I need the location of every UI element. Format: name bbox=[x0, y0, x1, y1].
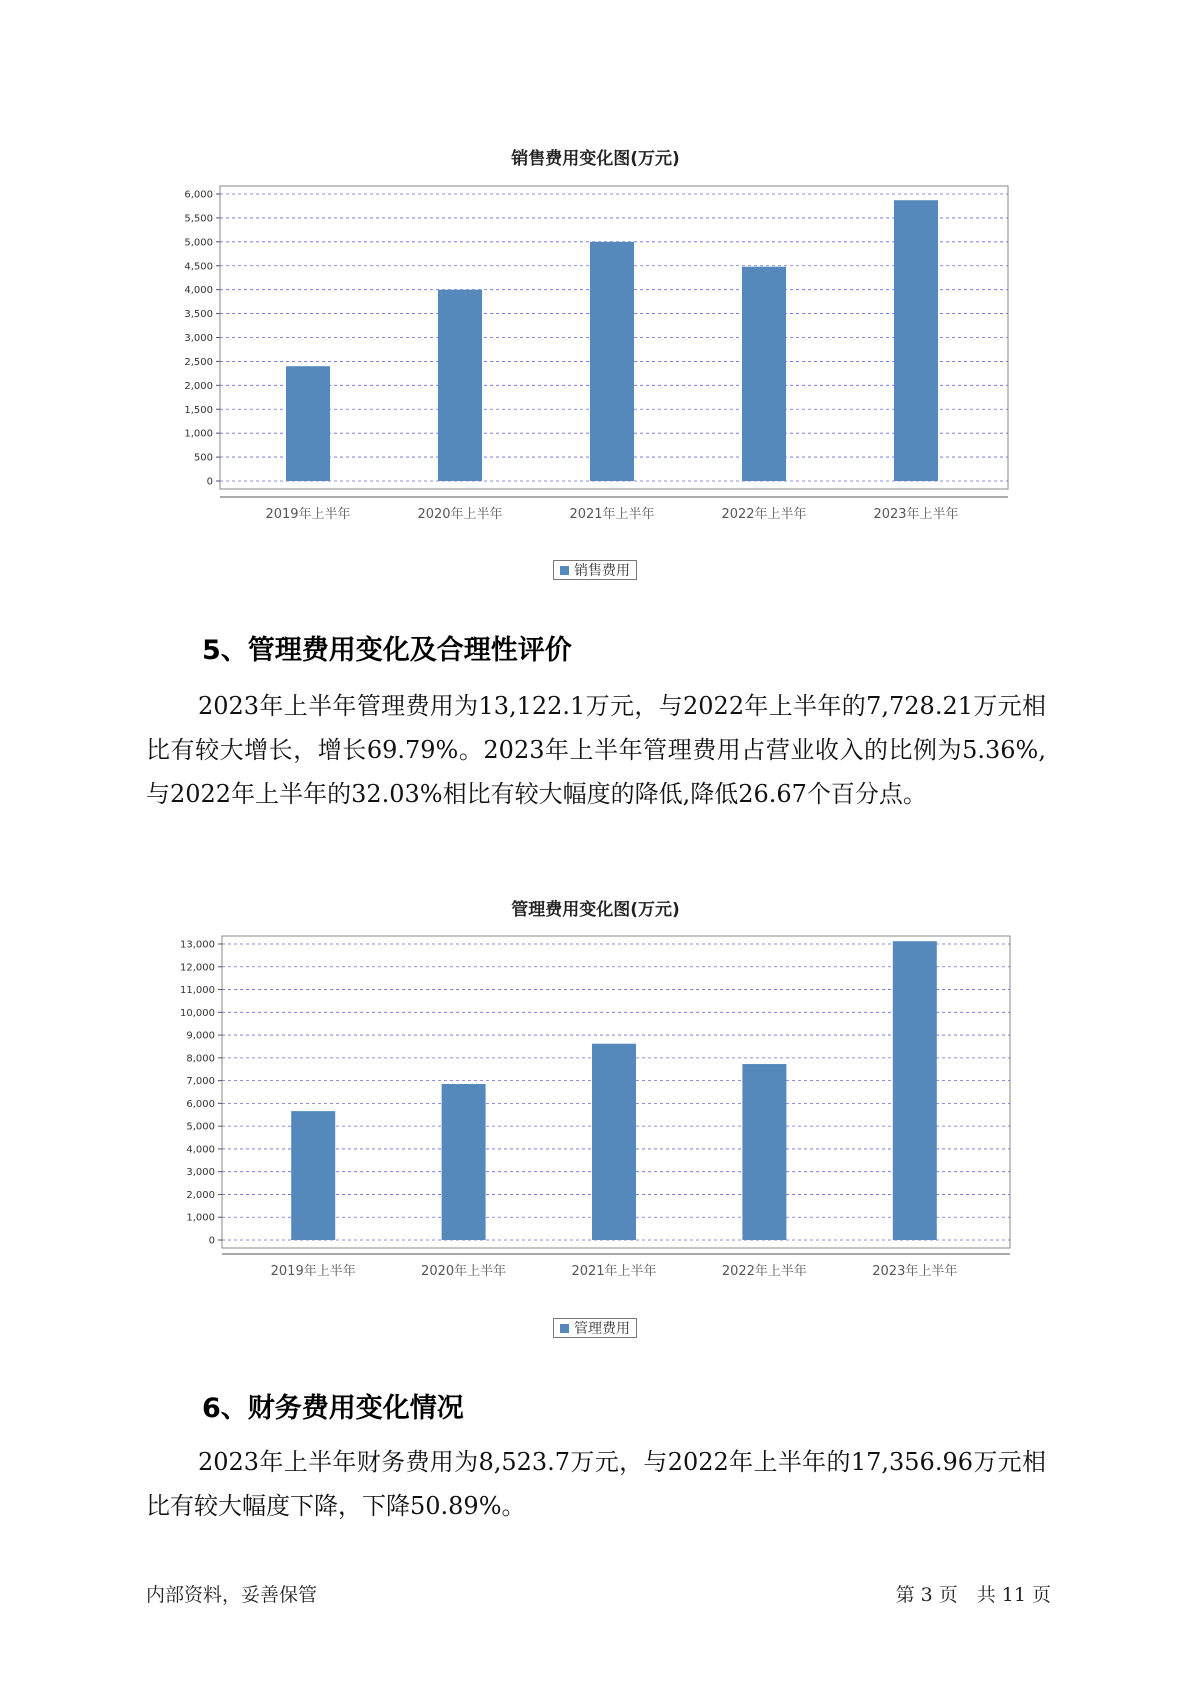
section6-heading: 6、财务费用变化情况 bbox=[202, 1393, 464, 1424]
y-tick-label: 2,000 bbox=[186, 1189, 215, 1201]
y-tick-label: 12,000 bbox=[180, 962, 215, 974]
legend-swatch bbox=[560, 566, 569, 575]
chart1-legend-label: 销售费用 bbox=[574, 563, 630, 579]
x-tick-label: 2023年上半年 bbox=[872, 1264, 958, 1279]
y-tick-label: 11,000 bbox=[180, 985, 215, 997]
y-tick-label: 10,000 bbox=[180, 1007, 215, 1019]
x-tick-label: 2023年上半年 bbox=[873, 507, 959, 522]
y-tick-label: 4,500 bbox=[184, 261, 213, 273]
bar bbox=[742, 1064, 786, 1240]
x-tick-label: 2019年上半年 bbox=[265, 507, 351, 522]
chart2-legend-label: 管理费用 bbox=[574, 1321, 630, 1337]
y-tick-label: 3,500 bbox=[184, 309, 213, 321]
x-tick-label: 2021年上半年 bbox=[569, 507, 655, 522]
y-tick-label: 6,000 bbox=[186, 1098, 215, 1110]
section5-paragraph: 2023年上半年管理费用为13,122.1万元，与2022年上半年的7,728.21万元相比有较大增长，增长69.79%。2023年上半年管理费用占营业收入的比例为5.36%,与2022年上半年的32.03%相比有较大幅度的降低,降低26.67个百分点。 bbox=[146, 692, 1046, 808]
y-tick-label: 0 bbox=[206, 476, 213, 488]
y-tick-label: 2,500 bbox=[184, 356, 213, 368]
footer-page-number: 第 3 页 共 11 页 bbox=[895, 1584, 1051, 1606]
admin-expense-chart bbox=[0, 930, 1191, 1280]
chart1-legend bbox=[553, 560, 637, 580]
x-tick-label: 2021年上半年 bbox=[571, 1264, 657, 1279]
chart2-legend bbox=[553, 1318, 637, 1338]
y-tick-label: 3,000 bbox=[186, 1167, 215, 1179]
bar bbox=[592, 1044, 636, 1240]
y-tick-label: 0 bbox=[208, 1235, 215, 1247]
y-tick-label: 13,000 bbox=[180, 939, 215, 951]
bar bbox=[893, 941, 937, 1240]
footer-confidential: 内部资料，妥善保管 bbox=[146, 1584, 318, 1606]
y-tick-label: 9,000 bbox=[186, 1030, 215, 1042]
y-tick-label: 4,000 bbox=[184, 285, 213, 297]
bar bbox=[590, 242, 634, 481]
y-tick-label: 1,000 bbox=[184, 428, 213, 440]
y-tick-label: 1,000 bbox=[186, 1212, 215, 1224]
sales-expense-chart bbox=[0, 172, 1191, 522]
y-tick-label: 5,000 bbox=[186, 1121, 215, 1133]
y-tick-label: 4,000 bbox=[186, 1144, 215, 1156]
chart2-title: 管理费用变化图(万元) bbox=[511, 900, 680, 920]
x-tick-label: 2020年上半年 bbox=[417, 507, 503, 522]
y-tick-label: 5,000 bbox=[184, 237, 213, 249]
y-tick-label: 7,000 bbox=[186, 1076, 215, 1088]
y-tick-label: 500 bbox=[193, 452, 213, 464]
x-tick-label: 2022年上半年 bbox=[721, 507, 807, 522]
chart1-title: 销售费用变化图(万元) bbox=[511, 149, 680, 169]
bar bbox=[438, 290, 482, 481]
bar bbox=[894, 200, 938, 481]
bar bbox=[442, 1084, 486, 1240]
y-tick-label: 3,000 bbox=[184, 333, 213, 344]
y-tick-label: 8,000 bbox=[186, 1053, 215, 1065]
y-tick-label: 2,000 bbox=[184, 380, 213, 392]
x-tick-label: 2019年上半年 bbox=[270, 1264, 356, 1279]
y-tick-label: 1,500 bbox=[184, 404, 213, 416]
bar bbox=[291, 1111, 335, 1240]
x-tick-label: 2020年上半年 bbox=[421, 1264, 507, 1279]
bar bbox=[742, 267, 786, 481]
bar bbox=[286, 366, 330, 481]
y-tick-label: 5,500 bbox=[184, 213, 213, 225]
legend-swatch bbox=[560, 1324, 569, 1333]
x-tick-label: 2022年上半年 bbox=[721, 1264, 807, 1279]
y-tick-label: 6,000 bbox=[184, 189, 213, 201]
section5-heading: 5、管理费用变化及合理性评价 bbox=[202, 635, 572, 666]
section6-paragraph: 2023年上半年财务费用为8,523.7万元，与2022年上半年的17,356.96万元相比有较大幅度下降，下降50.89%。 bbox=[146, 1448, 1046, 1520]
